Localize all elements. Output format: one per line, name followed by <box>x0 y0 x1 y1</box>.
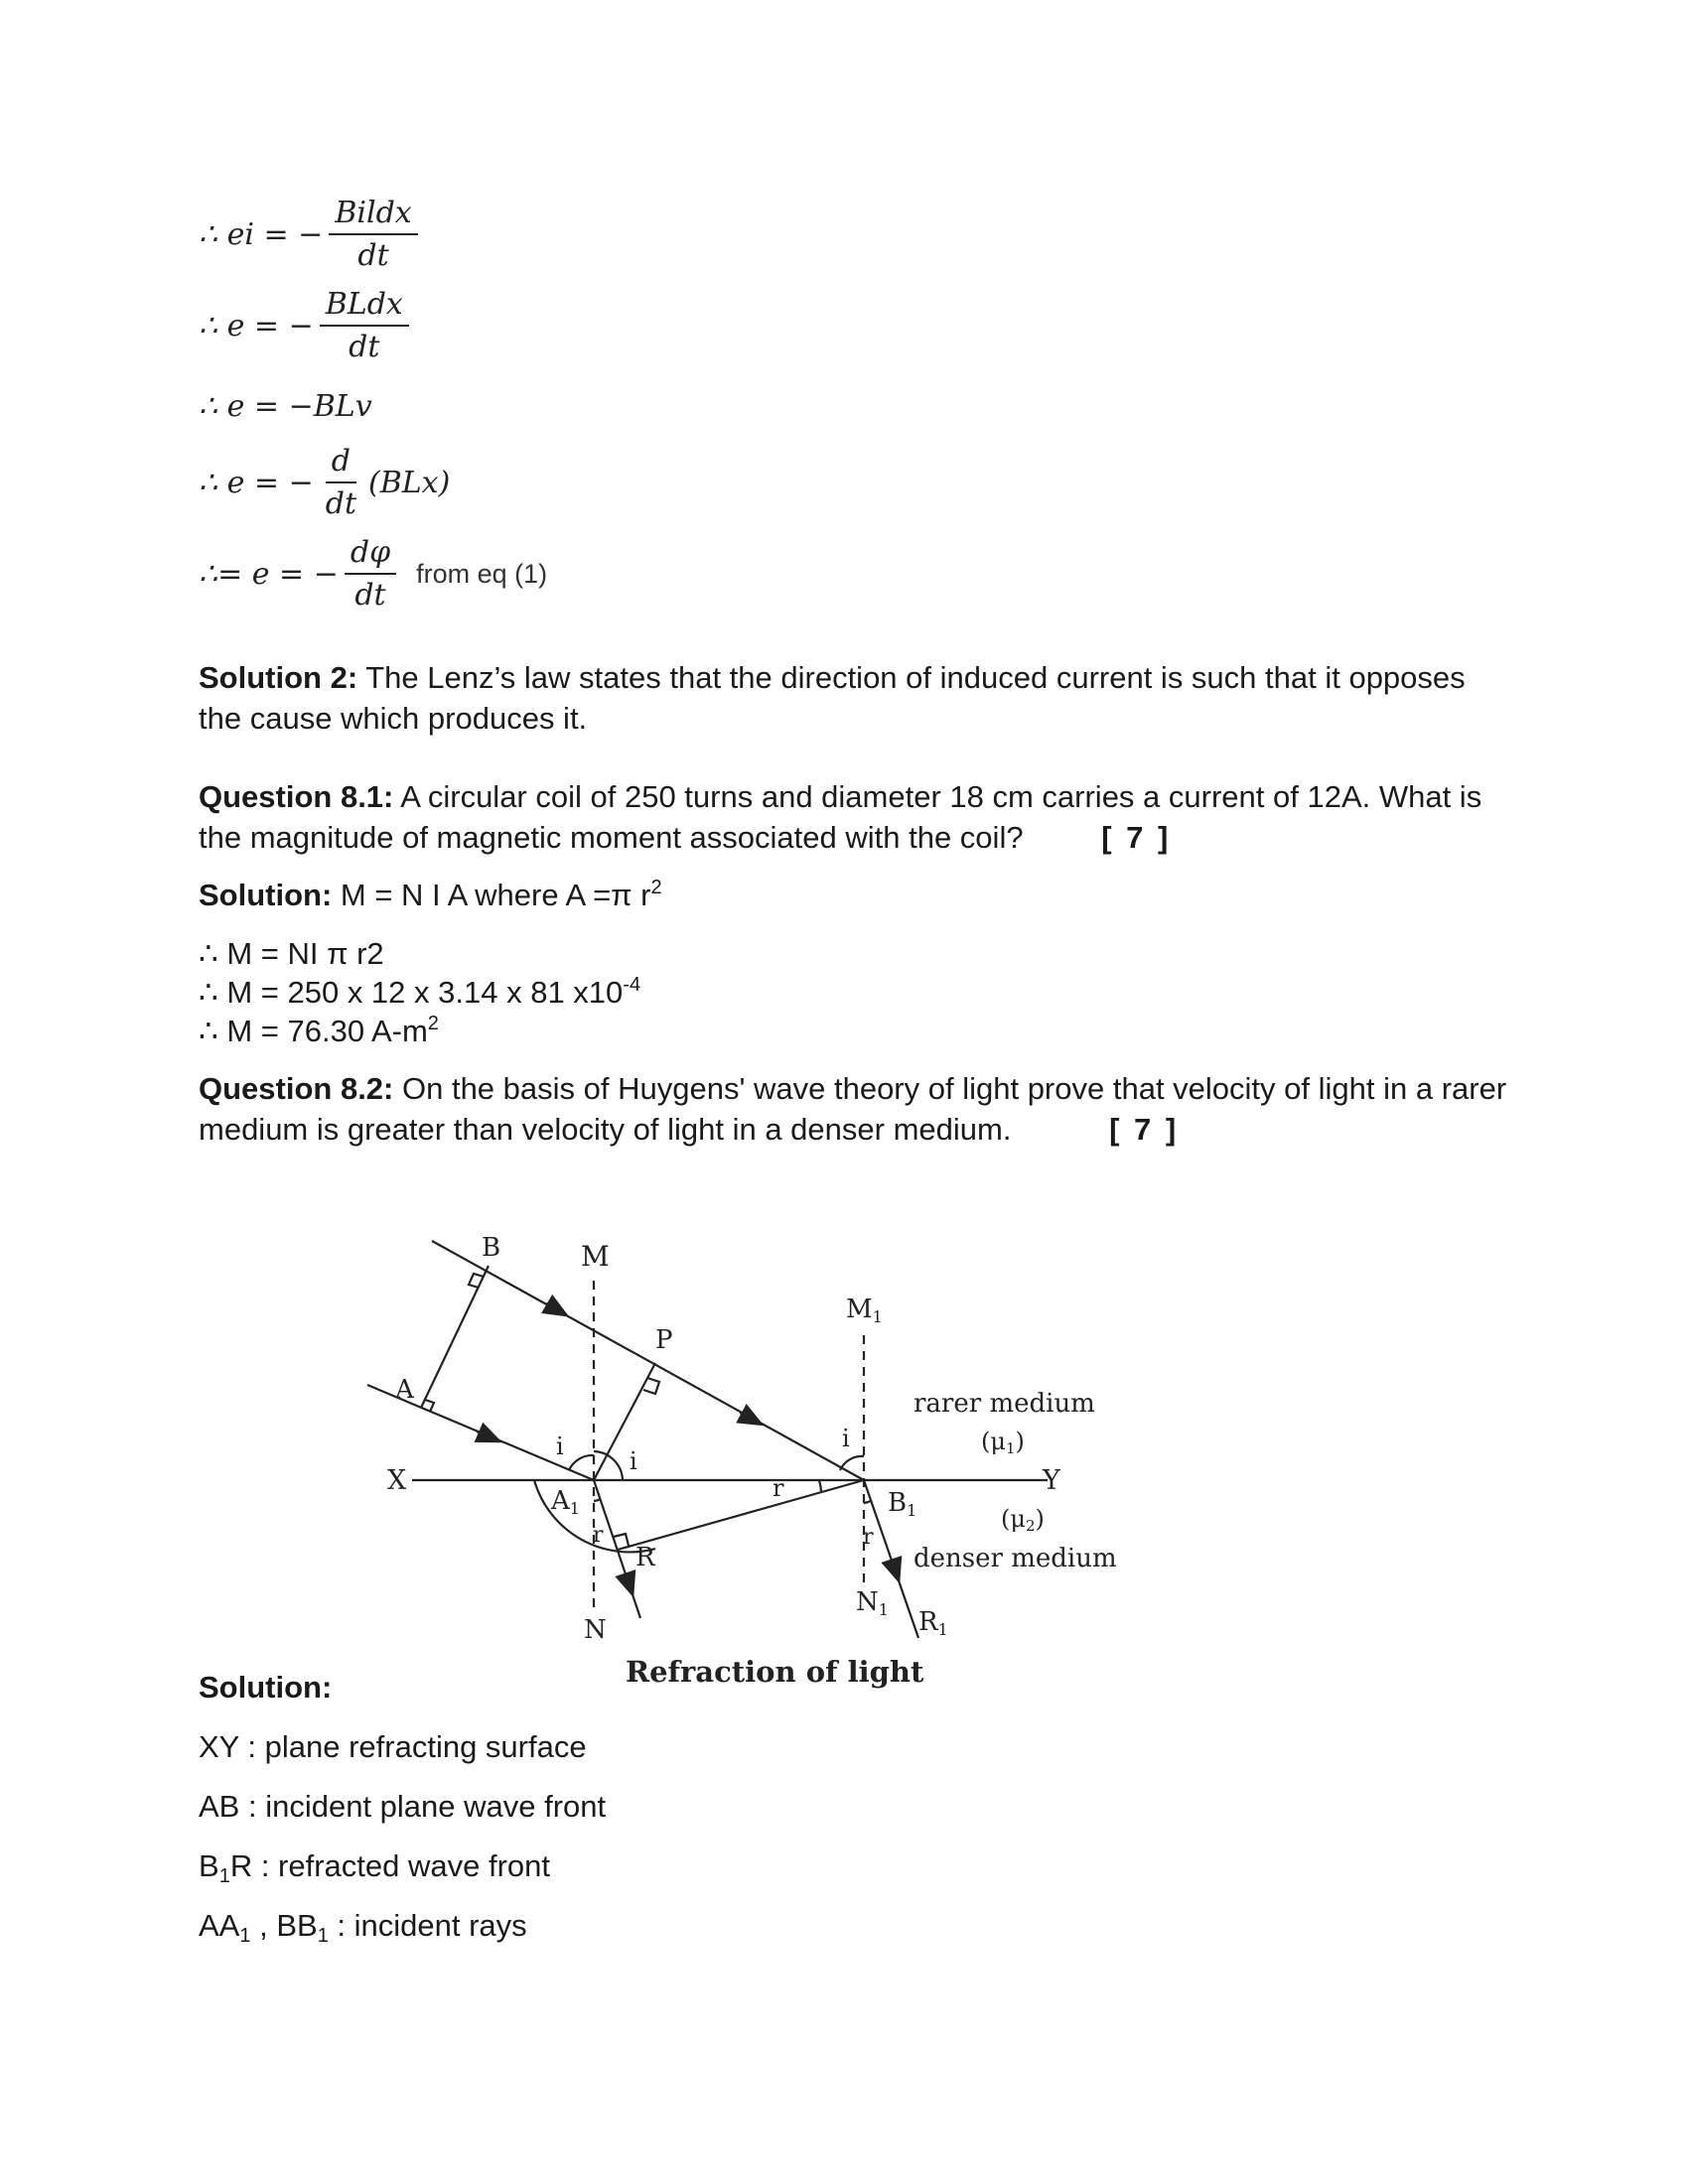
solution-2-text: The Lenz’s law states that the direction of induced current is such that it opposes the cause which produces it. <box>199 660 1466 736</box>
solution-item-text: : incident rays <box>328 1908 527 1943</box>
superscript: 2 <box>427 1013 439 1034</box>
solution-8-2-item-2 <box>199 1787 606 1827</box>
label-rarer-medium: rarer medium <box>914 1389 1095 1419</box>
label-n1: N1 <box>856 1587 889 1619</box>
numerator: d <box>326 445 356 483</box>
numerator: dφ <box>345 536 396 575</box>
equation-note: from eq (1) <box>416 558 548 589</box>
question-8-2-text: On the basis of Huygens' wave theory of light prove that velocity of light in a rarer medium is greater than velocity of light in a denser medium. <box>199 1071 1507 1147</box>
solution-item-text: R : refracted wave front <box>229 1848 550 1883</box>
arrow-head <box>626 1573 630 1585</box>
solution-8-2-item-1 <box>199 1727 587 1767</box>
angle-arc <box>819 1480 821 1492</box>
denominator: dt <box>325 486 356 521</box>
incident-ray-b <box>432 1241 864 1480</box>
label-y: Y <box>1043 1465 1060 1496</box>
figure-caption: Refraction of light <box>626 1655 924 1689</box>
denominator: dt <box>349 330 380 364</box>
label-b1: B1 <box>888 1488 917 1520</box>
solution-2-label: Solution 2: <box>199 660 358 695</box>
label-r1: R1 <box>918 1607 948 1639</box>
label-i-mid: i <box>630 1447 637 1475</box>
label-i-left: i <box>556 1433 564 1460</box>
arrow-head <box>477 1432 491 1437</box>
label-x: X <box>387 1465 407 1496</box>
question-8-1-marks: [ 7 ] <box>1101 820 1172 855</box>
solution-line-text: ∴ M = 250 x 12 x 3.14 x 81 x10 <box>199 975 624 1010</box>
equation-prefix: ∴= e = − <box>199 556 339 592</box>
solution-8-2-item-3 <box>199 1846 550 1886</box>
angle-arc <box>594 1451 623 1480</box>
numerator: Bildx <box>329 197 417 235</box>
label-a1: A1 <box>551 1486 580 1518</box>
solution-8-1-label: Solution: <box>199 878 333 912</box>
solution-line-text: ∴ M = NI π r2 <box>199 936 384 971</box>
label-m: M <box>581 1240 610 1273</box>
question-8-2-marks: [ 7 ] <box>1109 1112 1180 1147</box>
label-mu1: (μ1) <box>981 1428 1025 1457</box>
subscript: 1 <box>218 1865 230 1887</box>
subscript: 1 <box>239 1925 251 1947</box>
question-8-2-label: Question 8.2: <box>199 1071 394 1106</box>
equation-prefix: ∴ e = − <box>199 465 314 500</box>
label-p: P <box>655 1325 673 1355</box>
angle-arc <box>569 1455 594 1470</box>
solution-8-2-label-line <box>199 1668 332 1707</box>
solution-item-text: , BB <box>250 1908 318 1943</box>
label-m1: M1 <box>846 1295 883 1326</box>
label-a: A <box>395 1375 414 1405</box>
solution-item-text: AA <box>199 1908 240 1943</box>
denominator: dt <box>354 578 386 613</box>
solution-line-text: ∴ M = 76.30 A-m <box>199 1014 428 1048</box>
arrow-head <box>546 1303 558 1310</box>
question-8-1-label: Question 8.1: <box>199 779 394 814</box>
arrow-head <box>740 1413 753 1420</box>
superscript: -4 <box>623 974 641 996</box>
question-8-1-text: A circular coil of 250 turns and diameter 18 cm carries a current of 12A. What is the magnitude of magnetic moment associated with the coil? <box>199 779 1482 855</box>
wavefront-b1r <box>618 1480 864 1550</box>
solution-8-2-item-4 <box>199 1906 527 1946</box>
solution-item-text: XY : plane refracting surface <box>199 1729 587 1764</box>
solution-item-text: AB : incident plane wave front <box>199 1789 607 1824</box>
label-r: R <box>635 1543 655 1572</box>
equation-prefix: ∴ ei = − <box>199 216 324 252</box>
superscript: 2 <box>650 877 662 898</box>
solution-item-text: B <box>199 1848 219 1883</box>
label-r-mid: r <box>773 1474 784 1502</box>
label-n: N <box>584 1615 607 1645</box>
label-r-left: r <box>593 1523 604 1548</box>
label-mu2: (μ2) <box>1001 1505 1045 1535</box>
subscript: 1 <box>317 1925 329 1947</box>
equation-prefix: ∴ e = − <box>199 308 314 343</box>
label-denser-medium: denser medium <box>914 1544 1117 1573</box>
label-r-right: r <box>863 1525 874 1550</box>
label-i-right: i <box>842 1425 850 1452</box>
label-b: B <box>482 1233 501 1263</box>
equation-prefix: ∴ e = −BLv <box>199 389 372 424</box>
solution-8-1-text: M = N I A where A =π r <box>332 878 651 912</box>
equation-suffix: (BLx) <box>368 465 451 500</box>
denominator: dt <box>357 238 389 273</box>
numerator: BLdx <box>320 288 409 327</box>
line-a1p <box>594 1363 655 1480</box>
solution-8-2-label: Solution: <box>199 1670 333 1705</box>
refracted-ray-a1 <box>594 1480 640 1618</box>
